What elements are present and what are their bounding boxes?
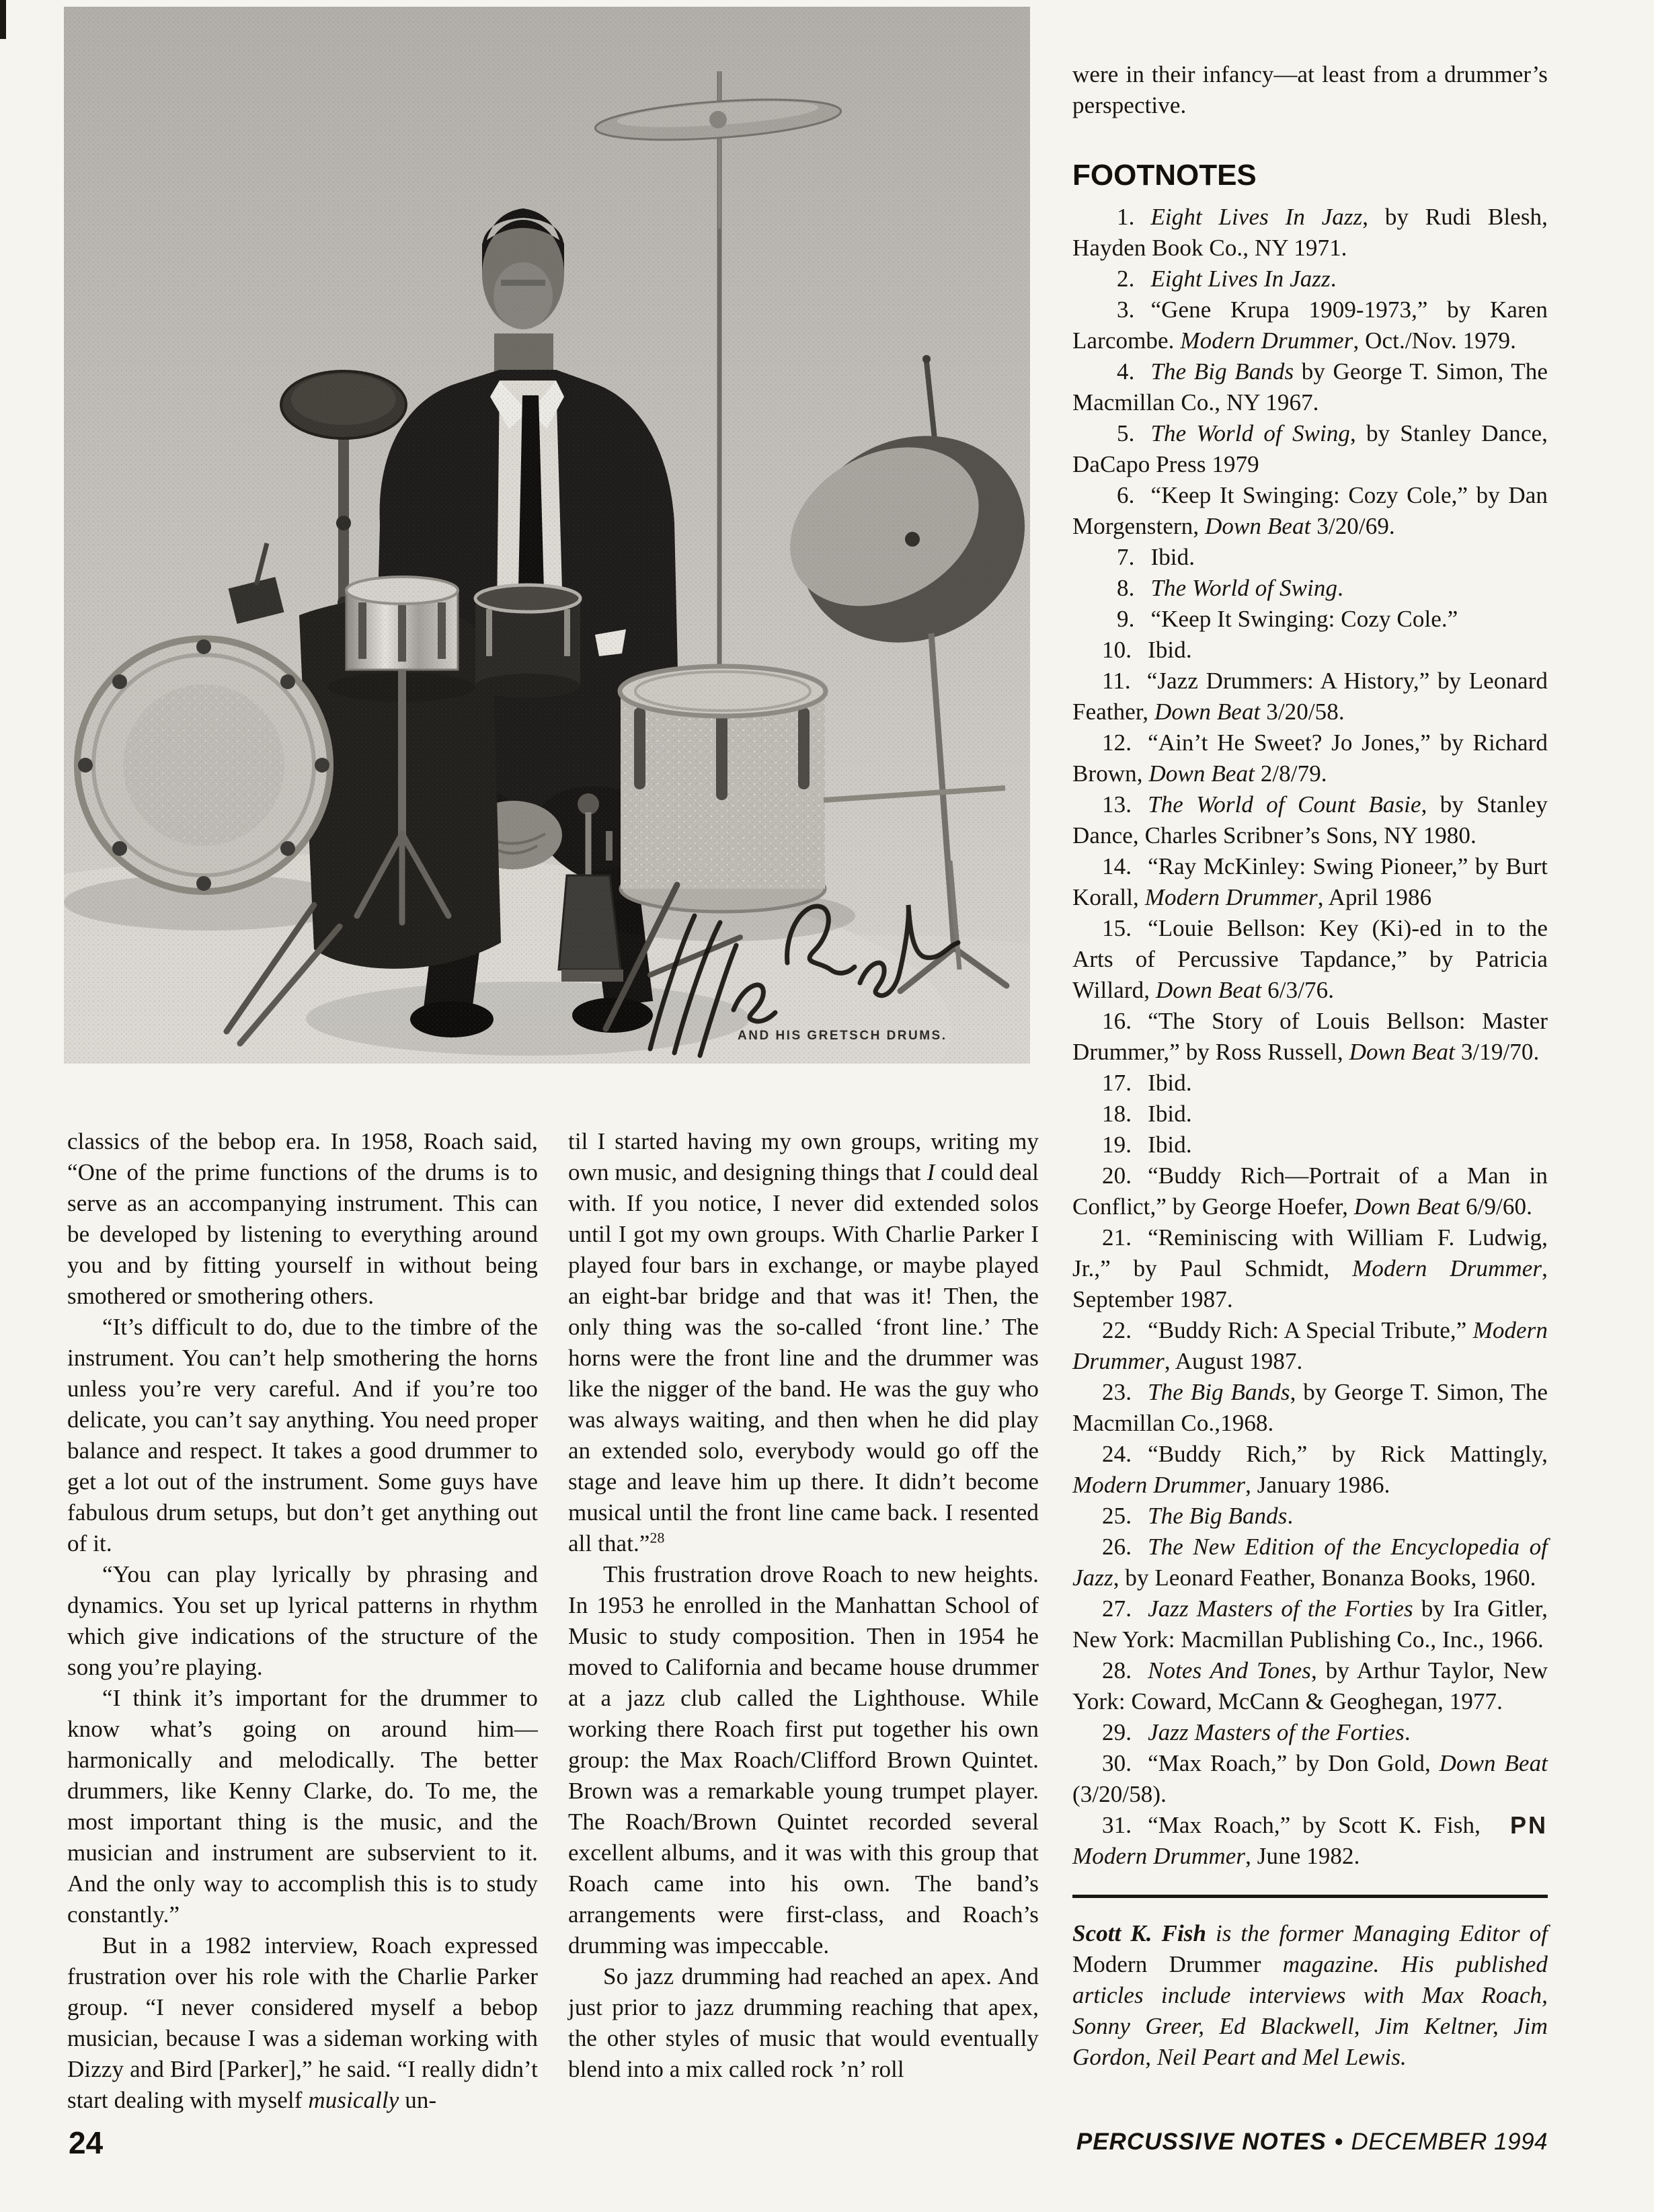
footnote-item bbox=[1072, 1006, 1548, 1068]
body-paragraph bbox=[568, 1961, 1039, 2085]
text-run: The New Edition of the Encyclopedia of Jazz bbox=[1072, 1534, 1548, 1591]
text-run: I bbox=[927, 1159, 935, 1185]
text-run: “Gene Krupa 1909-1973,” by Karen Larcombe. bbox=[1072, 297, 1548, 354]
footnote-item bbox=[1072, 851, 1548, 913]
text-run: . bbox=[1337, 575, 1343, 601]
text-run: Modern Drummer bbox=[1144, 884, 1318, 910]
text-run: Modern Drummer bbox=[1072, 1472, 1246, 1498]
footnote-item bbox=[1072, 1748, 1548, 1810]
footnote-item bbox=[1072, 1377, 1548, 1439]
footnote-number: 3. bbox=[1117, 297, 1135, 323]
text-run: “Louie Bellson: Key (Ki)-ed in to the Arts of Percussive Tapdance,” by Patricia Willard, bbox=[1072, 915, 1548, 1003]
text-run: The World of Swing bbox=[1150, 420, 1351, 446]
text-run: Down Beat bbox=[1353, 1193, 1460, 1220]
footnote-number: 13. bbox=[1102, 791, 1132, 818]
footer bbox=[1076, 2129, 1548, 2156]
text-run: , Oct./Nov. 1979. bbox=[1353, 327, 1516, 354]
text-run: This frustration drove Roach to new heights. In 1953 he enrolled in the Manhattan School of Music to study composition. Then in 1954 he moved to California and became house drummer at a jazz club called the Lighthouse. While working there Roach first put together his own group: the Max Roach/Clifford Brown Quintet. Brown was a remarkable young trumpet player. The Roach/Brown Quintet recorded several excellent albums, and it was with this group that Roach came into his own. The band’s arrangements were first-class, and Roach’s drumming was impeccable. bbox=[568, 1561, 1039, 1959]
photo-caption: AND HIS GRETSCH DRUMS. bbox=[738, 1029, 947, 1043]
text-run: (3/20/58). bbox=[1072, 1781, 1167, 1807]
text-run: . bbox=[1287, 1503, 1294, 1529]
text-run: , by Stanley Dance, Charles Scribner’s Sons, NY 1980. bbox=[1072, 791, 1548, 848]
footnote-number: 6. bbox=[1117, 482, 1135, 508]
text-run: “Reminiscing with William F. Ludwig, Jr.,” by Paul Schmidt, bbox=[1072, 1224, 1548, 1281]
text-run: 3/19/70. bbox=[1454, 1039, 1540, 1065]
text-run: , September 1987. bbox=[1072, 1255, 1548, 1312]
text-run: classics of the bebop era. In 1958, Roach said, “One of the prime functions of the drums is to serve as an accompanying instrument. This can be developed by listening to everything around you and by fitting yourself in without being smothered or smothering others. bbox=[67, 1128, 538, 1309]
text-run: un- bbox=[399, 2087, 437, 2113]
footnote-item bbox=[1072, 1439, 1548, 1501]
footnote-number: 1. bbox=[1117, 204, 1135, 230]
footnote-item bbox=[1072, 1593, 1548, 1655]
text-run: Eight Lives In Jazz bbox=[1150, 266, 1331, 292]
text-run: “Keep It Swinging: Cozy Cole.” bbox=[1150, 606, 1458, 632]
footnote-number: 5. bbox=[1117, 420, 1135, 446]
column-middle bbox=[568, 1126, 1039, 2085]
text-run: , April 1986 bbox=[1317, 884, 1432, 910]
footnote-number: 12. bbox=[1102, 729, 1132, 756]
footnote-item bbox=[1072, 1222, 1548, 1315]
text-run: , by Rudi Blesh, Hayden Book Co., NY 1971. bbox=[1072, 204, 1548, 261]
text-run: Down Beat bbox=[1154, 699, 1261, 725]
footnote-number: 28. bbox=[1102, 1657, 1132, 1684]
footnote-number: 23. bbox=[1102, 1379, 1132, 1405]
footnote-number: 24. bbox=[1102, 1441, 1132, 1467]
column-left bbox=[67, 1126, 538, 2116]
footnote-item bbox=[1072, 356, 1548, 418]
text-run: Eight Lives In Jazz bbox=[1150, 204, 1363, 230]
text-run: “Buddy Rich—Portrait of a Man in Conflict,” by George Hoefer, bbox=[1072, 1162, 1548, 1220]
footnote-item bbox=[1072, 1315, 1548, 1377]
body-paragraph bbox=[67, 1126, 538, 1312]
text-run: 3/20/69. bbox=[1310, 513, 1395, 539]
text-run: “It’s difficult to do, due to the timbre of the instrument. You can’t help smothering the horns unless you’re very careful. And if you’re too delicate, you can’t say anything. You need proper balance and respect. It takes a good drummer to get a lot out of the instrument. Some guys have fabulous drum setups, but don’t get anything out of it. bbox=[67, 1314, 538, 1556]
footnote-item bbox=[1072, 1160, 1548, 1222]
footnote-item bbox=[1072, 1532, 1548, 1593]
body-paragraph bbox=[568, 1126, 1039, 1559]
intro-paragraph: were in their infancy—at least from a drummer’s perspective. bbox=[1072, 61, 1548, 118]
text-run: Jazz Masters of the Forties bbox=[1148, 1719, 1405, 1745]
text-run: Notes And Tones bbox=[1148, 1657, 1311, 1684]
page-number: 24 bbox=[69, 2125, 104, 2160]
max-roach-photo bbox=[64, 7, 1030, 1064]
footnote-number: 2. bbox=[1117, 266, 1135, 292]
text-run: is the former Managing Editor of bbox=[1206, 1920, 1548, 1946]
pn-end-mark: PN bbox=[1509, 1811, 1548, 1839]
text-run: Down Beat bbox=[1349, 1039, 1455, 1065]
footnote-item bbox=[1072, 1130, 1548, 1160]
footnote-number: 27. bbox=[1102, 1595, 1132, 1622]
footnote-item bbox=[1072, 264, 1548, 294]
text-run: , by George T. Simon, The Macmillan Co.,1968. bbox=[1072, 1379, 1548, 1436]
footer-bullet: • bbox=[1334, 2129, 1343, 2155]
text-run: “You can play lyrically by phrasing and dynamics. You set up lyrical patterns in rhythm which give indications of the structure of the song you’re playing. bbox=[67, 1561, 538, 1680]
text-run: Down Beat bbox=[1148, 760, 1255, 787]
text-run: by Ira Gitler, New York: Macmillan Publishing Co., Inc., 1966. bbox=[1072, 1595, 1548, 1653]
text-run: , June 1982. bbox=[1245, 1843, 1360, 1869]
footnotes-list bbox=[1072, 202, 1548, 1872]
text-run: could deal with. If you notice, I never did extended solos until I got my own groups. With Charlie Parker I played four bars in exchange, or maybe played an eight-bar bridge and that was it! Then, the only thing was the so-called ‘front line.’ The horns were the front line and the drummer was like the nigger of the band. He was the guy who was always waiting, and then when he did play an extended solo, everybody would go off the stage and leave him up there. It didn’t become musical until the front line came back. I resented all that.” bbox=[568, 1159, 1039, 1556]
text-run: til I started having my own groups, writing my own music, and designing things that bbox=[568, 1128, 1039, 1185]
footnote-item bbox=[1072, 1655, 1548, 1717]
footnote-number: 22. bbox=[1102, 1317, 1132, 1343]
text-run: Down Beat bbox=[1155, 977, 1262, 1003]
text-run: The Big Bands bbox=[1148, 1379, 1290, 1405]
text-run: magazine. His published articles include interviews with Max Roach, Sonny Greer, Ed Blackwell, Jim Keltner, Jim Gordon, Neil Peart and Mel Lewis. bbox=[1072, 1951, 1548, 2070]
text-run: , by Arthur Taylor, New York: Coward, McCann & Geoghegan, 1977. bbox=[1072, 1657, 1548, 1714]
footnote-number: 16. bbox=[1102, 1008, 1132, 1034]
text-run: “Ray McKinley: Swing Pioneer,” by Burt Korall, bbox=[1072, 853, 1548, 910]
footnote-item bbox=[1072, 789, 1548, 851]
footnote-item bbox=[1072, 573, 1548, 604]
text-run: Modern Drummer bbox=[1180, 327, 1353, 354]
footnotes-heading: FOOTNOTES bbox=[1072, 159, 1257, 192]
text-run: Jazz Masters of the Forties bbox=[1148, 1595, 1413, 1622]
footnote-number: 11. bbox=[1102, 668, 1131, 694]
footnote-number: 8. bbox=[1117, 575, 1135, 601]
footnote-item bbox=[1072, 727, 1548, 789]
text-run: Modern Drummer bbox=[1072, 1951, 1261, 1977]
text-run: . bbox=[1404, 1719, 1411, 1745]
footnote-number: 7. bbox=[1117, 544, 1135, 570]
text-run: by George T. Simon, The Macmillan Co., NY 1967. bbox=[1072, 358, 1548, 416]
text-run: “Max Roach,” by Don Gold, bbox=[1148, 1750, 1440, 1776]
text-run: Down Beat bbox=[1439, 1750, 1548, 1776]
footnote-item bbox=[1072, 1810, 1548, 1872]
text-run: 2/8/79. bbox=[1254, 760, 1327, 787]
footnote-item bbox=[1072, 1099, 1548, 1130]
text-run: “I think it’s important for the drummer to know what’s going on around him—harmonically and melodically. The better drummers, like Kenny Clarke, do. To me, the most important thing is the music, and the musician and instrument are subservient to it. And the only way to accomplish this is to study constantly.” bbox=[67, 1685, 538, 1928]
text-run: . bbox=[1330, 266, 1337, 292]
text-run: 6/3/76. bbox=[1261, 977, 1335, 1003]
footnote-item bbox=[1072, 1717, 1548, 1748]
text-run: “Max Roach,” by Scott K. Fish, bbox=[1148, 1812, 1481, 1838]
text-run: The World of Swing bbox=[1150, 575, 1338, 601]
text-run: Ibid. bbox=[1148, 637, 1192, 663]
footnote-number: 30. bbox=[1102, 1750, 1132, 1776]
footnote-number: 26. bbox=[1102, 1534, 1132, 1560]
text-run: Modern Drummer bbox=[1072, 1843, 1246, 1869]
text-run: “Jazz Drummers: A History,” by Leonard Feather, bbox=[1072, 668, 1548, 725]
footnote-number: 15. bbox=[1102, 915, 1132, 941]
footnote-number: 25. bbox=[1102, 1503, 1132, 1529]
footnote-number: 14. bbox=[1102, 853, 1132, 879]
text-run: 28 bbox=[649, 1530, 665, 1546]
text-run: The Big Bands bbox=[1148, 1503, 1288, 1529]
footer-issue: DECEMBER 1994 bbox=[1351, 2129, 1548, 2155]
text-run: , August 1987. bbox=[1164, 1348, 1303, 1374]
scan-corner-mark bbox=[0, 0, 6, 39]
footnote-item bbox=[1072, 294, 1548, 356]
body-paragraph bbox=[568, 1559, 1039, 1961]
text-run: Scott K. Fish bbox=[1072, 1920, 1207, 1946]
footnote-item bbox=[1072, 635, 1548, 666]
text-run: Ibid. bbox=[1150, 544, 1195, 570]
footnote-item bbox=[1072, 666, 1548, 727]
halftone-texture bbox=[64, 7, 1030, 1064]
body-paragraph bbox=[67, 1930, 538, 2116]
text-run: The World of Count Basie bbox=[1148, 791, 1421, 818]
footnote-number: 19. bbox=[1102, 1132, 1132, 1158]
footnote-item bbox=[1072, 1501, 1548, 1532]
text-run: 3/20/58. bbox=[1260, 699, 1345, 725]
footnote-item bbox=[1072, 542, 1548, 573]
footnote-item bbox=[1072, 202, 1548, 264]
bio-divider bbox=[1072, 1895, 1548, 1898]
text-run: Down Beat bbox=[1205, 513, 1311, 539]
footnote-number: 10. bbox=[1102, 637, 1132, 663]
text-run: , by Leonard Feather, Bonanza Books, 1960. bbox=[1113, 1565, 1536, 1591]
text-run: The Big Bands bbox=[1150, 358, 1294, 385]
text-run: “Keep It Swinging: Cozy Cole,” by Dan Morgenstern, bbox=[1072, 482, 1548, 539]
footnote-item bbox=[1072, 604, 1548, 635]
text-run: “Buddy Rich,” by Rick Mattingly, bbox=[1148, 1441, 1548, 1467]
text-run: Ibid. bbox=[1148, 1101, 1192, 1127]
text-run: 6/9/60. bbox=[1460, 1193, 1532, 1220]
text-run: “Buddy Rich: A Special Tribute,” bbox=[1148, 1317, 1473, 1343]
footnote-item bbox=[1072, 913, 1548, 1006]
footer-magazine-name: PERCUSSIVE NOTES bbox=[1076, 2129, 1327, 2155]
column-right bbox=[1072, 59, 1548, 2073]
footnote-number: 9. bbox=[1117, 606, 1135, 632]
body-paragraph bbox=[67, 1559, 538, 1683]
text-run: But in a 1982 interview, Roach expressed frustration over his role with the Charlie Parker group. “I never considered myself a bebop musician, because I was a sideman working with Dizzy and Bird [Parker],” he said. “I really didn’t start dealing with myself bbox=[67, 1932, 538, 2113]
footnote-item bbox=[1072, 480, 1548, 542]
text-run: , by Stanley Dance, DaCapo Press 1979 bbox=[1072, 420, 1548, 477]
text-run: Modern Drummer bbox=[1072, 1317, 1548, 1374]
body-paragraph bbox=[67, 1683, 538, 1930]
footnote-number: 4. bbox=[1117, 358, 1135, 385]
footnote-number: 29. bbox=[1102, 1719, 1132, 1745]
footnote-item bbox=[1072, 1068, 1548, 1099]
author-bio bbox=[1072, 1918, 1548, 2073]
photo-illustration bbox=[64, 7, 1030, 1064]
text-run: musically bbox=[308, 2087, 399, 2113]
footnote-number: 21. bbox=[1102, 1224, 1132, 1251]
footnote-item bbox=[1072, 418, 1548, 480]
text-run: “Ain’t He Sweet? Jo Jones,” by Richard Brown, bbox=[1072, 729, 1548, 787]
text-run: Modern Drummer bbox=[1352, 1255, 1542, 1281]
body-paragraph bbox=[67, 1312, 538, 1559]
text-run: So jazz drumming had reached an apex. And just prior to jazz drumming reaching that apex, the other styles of music that would eventually blend into a mix called rock ’n’ roll bbox=[568, 1963, 1039, 2082]
text-run: “The Story of Louis Bellson: Master Drummer,” by Ross Russell, bbox=[1072, 1008, 1548, 1065]
text-run: , January 1986. bbox=[1245, 1472, 1390, 1498]
footnote-number: 18. bbox=[1102, 1101, 1132, 1127]
text-run: Ibid. bbox=[1148, 1070, 1192, 1096]
footnote-number: 20. bbox=[1102, 1162, 1132, 1189]
footnote-number: 31. bbox=[1102, 1812, 1132, 1838]
footnote-number: 17. bbox=[1102, 1070, 1132, 1096]
text-run: Ibid. bbox=[1148, 1132, 1192, 1158]
